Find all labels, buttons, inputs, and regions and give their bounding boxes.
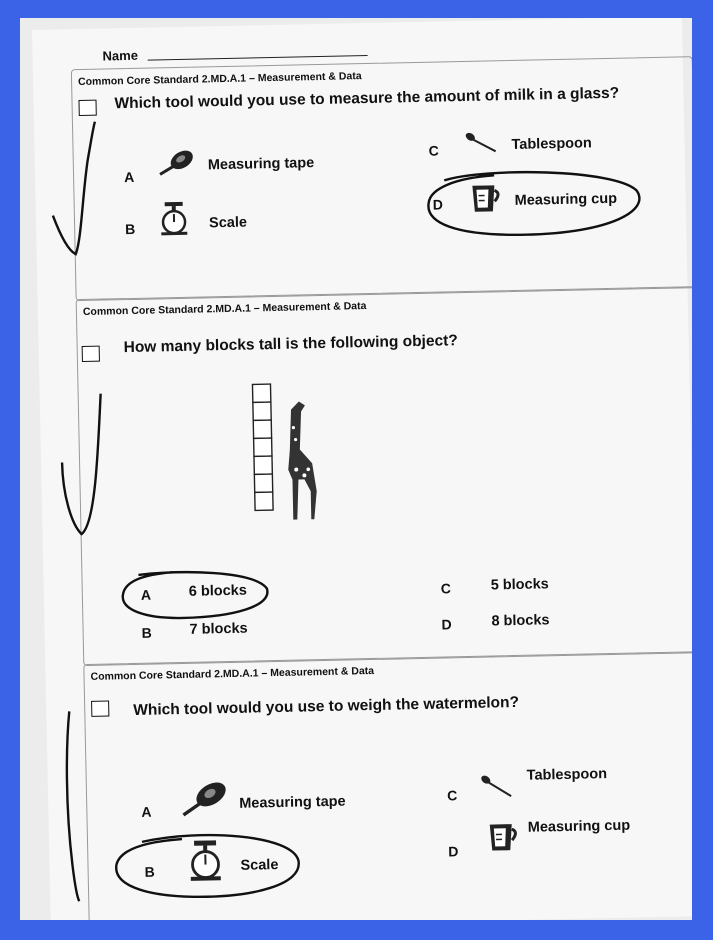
question-1-standard: Common Core Standard 2.MD.A.1 – Measurement & Data <box>77 70 362 89</box>
q2-option-c-letter: C <box>440 580 452 597</box>
q1-option-a-label[interactable]: Measuring tape <box>207 155 315 174</box>
q1-option-b-label[interactable]: Scale <box>208 214 248 232</box>
measuring-cup-icon <box>466 181 503 216</box>
question-2-section <box>76 286 692 666</box>
question-3-standard: Common Core Standard 2.MD.A.1 – Measurement & Data <box>90 664 375 683</box>
q1-checkmark <box>42 99 116 270</box>
spoon-icon <box>479 772 516 801</box>
q1-option-b-letter: B <box>125 220 136 238</box>
q3-option-c-letter: C <box>446 787 458 804</box>
question-1-section <box>71 56 692 301</box>
block <box>252 384 270 402</box>
block <box>255 492 273 510</box>
question-3-checkbox[interactable] <box>91 701 109 717</box>
measuring-cup-icon <box>484 820 521 855</box>
measuring-tape-icon <box>179 780 232 819</box>
worksheet-photo <box>20 18 692 920</box>
q3-option-b-letter: B <box>144 863 155 880</box>
measuring-tape-icon <box>156 148 199 179</box>
q1-option-d-label[interactable]: Measuring cup <box>514 190 618 209</box>
q2-option-b-letter: B <box>141 624 152 641</box>
q2-option-b-label[interactable]: 7 blocks <box>189 620 248 638</box>
question-2-text: How many blocks tall is the following object? <box>123 332 458 357</box>
block <box>253 420 271 438</box>
q2-option-c-label[interactable]: 5 blocks <box>490 576 549 594</box>
question-3-text: Which tool would you use to weigh the watermelon? <box>133 693 520 720</box>
block <box>254 438 272 456</box>
q3-option-d-label[interactable]: Measuring cup <box>527 817 631 836</box>
scale-icon <box>186 838 225 883</box>
q2-option-d-label[interactable]: 8 blocks <box>491 612 550 630</box>
spoon-icon <box>463 129 500 156</box>
worksheet-page <box>32 18 692 920</box>
q3-option-b-label[interactable]: Scale <box>240 857 279 874</box>
question-2-checkbox[interactable] <box>82 346 100 362</box>
q2-option-d-letter: D <box>441 616 452 633</box>
q1-option-c-letter: C <box>428 142 439 159</box>
block <box>253 402 271 420</box>
name-line <box>148 55 368 61</box>
q1-option-c-label[interactable]: Tablespoon <box>511 135 592 153</box>
question-3-section <box>83 651 692 920</box>
giraffe-icon <box>287 401 317 520</box>
q3-checkmark <box>55 704 119 905</box>
q2-option-a-letter: A <box>140 586 152 603</box>
q3-option-c-label[interactable]: Tablespoon <box>526 766 608 784</box>
question-1-text: Which tool would you use to measure the amount of milk in a glass? <box>114 84 620 113</box>
q3-option-d-letter: D <box>448 843 459 860</box>
q2-option-a-label[interactable]: 6 blocks <box>188 582 247 600</box>
name-label: Name <box>102 47 139 64</box>
block <box>254 456 272 474</box>
block <box>254 474 272 492</box>
q1-option-a-letter: A <box>123 168 135 186</box>
q2-checkmark <box>48 383 121 544</box>
question-2-standard: Common Core Standard 2.MD.A.1 – Measurement & Data <box>82 300 367 318</box>
q3-option-a-letter: A <box>141 803 152 820</box>
q1-option-d-letter: D <box>432 196 444 213</box>
giraffe-blocks-illustration <box>248 379 341 536</box>
q3-option-a-label[interactable]: Measuring tape <box>239 793 346 812</box>
scale-icon <box>157 200 192 237</box>
question-1-checkbox[interactable] <box>78 100 96 116</box>
